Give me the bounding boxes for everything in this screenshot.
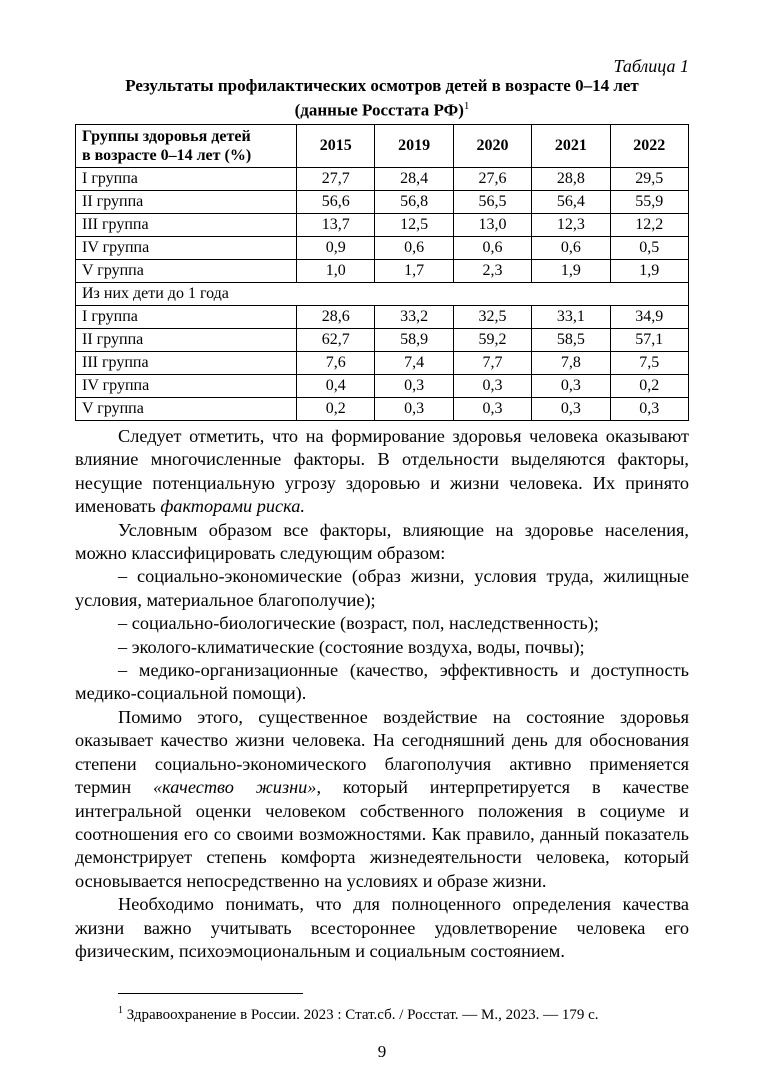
cell-value: 7,4 [375, 352, 453, 375]
cell-value: 1,7 [375, 260, 453, 283]
cell-value: 12,5 [375, 214, 453, 237]
cell-value: 62,7 [297, 329, 375, 352]
cell-value: 12,2 [610, 214, 688, 237]
paragraph-text: Следует отметить, что на формирование здоровья человека оказывают влияние многочисленные факторы. В отдельности выделяются факторы, несущие потенциальную угрозу здоровью и жизни человека. Их принято именовать [75, 426, 689, 517]
cell-value: 56,6 [297, 191, 375, 214]
cell-value: 0,6 [375, 237, 453, 260]
cell-value: 0,3 [453, 398, 531, 421]
table-row [76, 306, 689, 329]
subheader-infants: Из них дети до 1 года [76, 283, 689, 306]
cell-value: 57,1 [610, 329, 688, 352]
cell-value: 7,5 [610, 352, 688, 375]
body-text [75, 425, 689, 963]
cell-value: 29,5 [610, 168, 688, 191]
cell-value: 56,8 [375, 191, 453, 214]
row-label: I группа [76, 168, 297, 191]
health-groups-table [75, 124, 689, 421]
cell-value: 58,9 [375, 329, 453, 352]
row-label: III группа [76, 352, 297, 375]
cell-value: 33,1 [532, 306, 610, 329]
cell-value: 0,3 [375, 375, 453, 398]
table-row [76, 237, 689, 260]
cell-value: 32,5 [453, 306, 531, 329]
cell-value: 0,6 [532, 237, 610, 260]
footnote-divider [118, 993, 303, 994]
caption-line-2-text: (данные Росстата РФ) [294, 100, 464, 120]
header-year: 2015 [297, 125, 375, 168]
cell-value: 1,9 [610, 260, 688, 283]
row-label: II группа [76, 329, 297, 352]
paragraph [75, 425, 689, 519]
paragraph [75, 706, 689, 893]
cell-value: 0,3 [532, 398, 610, 421]
cell-value: 0,3 [375, 398, 453, 421]
paragraph-text: Помимо этого, существенное воздействие на состояние здоровья оказывает качество жизни человека. На сегодняшний день для обоснования степени социально-экономического благополучия активно применяется термин [75, 706, 689, 798]
cell-value: 13,7 [297, 214, 375, 237]
cell-value: 7,6 [297, 352, 375, 375]
cell-value: 0,3 [610, 398, 688, 421]
paragraph-text: , который интерпретируется в качестве интегральной оценки человеком собственного положения в социуме и соотношения его со своими возможностями. Как правило, данный показатель демонстрирует степень комфорта жизнедеятельности человека, который основывается непосредственно на условиях и образе жизни. [75, 777, 689, 891]
list-item: – эколого-климатические (состояние воздуха, воды, почвы); [118, 636, 585, 657]
row-label: I группа [76, 306, 297, 329]
table-row [76, 398, 689, 421]
header-year: 2019 [375, 125, 453, 168]
cell-value: 28,6 [297, 306, 375, 329]
footnote-mark: 1 [118, 1005, 123, 1016]
cell-value: 1,0 [297, 260, 375, 283]
cell-value: 55,9 [610, 191, 688, 214]
cell-value: 7,8 [532, 352, 610, 375]
cell-value: 56,4 [532, 191, 610, 214]
header-groups-line-2: в возрасте 0–14 лет (%) [82, 147, 252, 164]
row-label: IV группа [76, 375, 297, 398]
header-year: 2022 [610, 125, 688, 168]
footnote [118, 1002, 599, 1024]
header-groups [76, 125, 297, 168]
table-row [76, 260, 689, 283]
table-subheader-row [76, 283, 689, 306]
cell-value: 27,7 [297, 168, 375, 191]
header-year: 2021 [532, 125, 610, 168]
cell-value: 0,2 [297, 398, 375, 421]
cell-value: 0,3 [532, 375, 610, 398]
header-year: 2020 [453, 125, 531, 168]
caption-footnote-mark: 1 [463, 100, 470, 112]
table-caption [75, 76, 689, 121]
row-label: V группа [76, 398, 297, 421]
paragraph: Необходимо понимать, что для полноценного определения качества жизни важно учитывать всестороннее удовлетворение человека его физическим, психоэмоциональным и социальным состоянием. [75, 894, 689, 961]
list-item: – медико-организационные (качество, эффективность и доступность медико-социальной помощи). [75, 660, 689, 704]
table-row [76, 352, 689, 375]
table-row [76, 375, 689, 398]
caption-line-1: Результаты профилактических осмотров детей в возрасте 0–14 лет [125, 76, 639, 95]
cell-value: 1,9 [532, 260, 610, 283]
cell-value: 0,9 [297, 237, 375, 260]
cell-value: 2,3 [453, 260, 531, 283]
cell-value: 13,0 [453, 214, 531, 237]
cell-value: 59,2 [453, 329, 531, 352]
table-row [76, 191, 689, 214]
emphasis: «качество жизни» [153, 777, 317, 798]
table-label: Таблица 1 [613, 56, 689, 76]
cell-value: 28,8 [532, 168, 610, 191]
list-item: – социально-экономические (образ жизни, условия труда, жилищные условия, материальное благополучие); [75, 566, 689, 610]
row-label: IV группа [76, 237, 297, 260]
row-label: III группа [76, 214, 297, 237]
cell-value: 0,4 [297, 375, 375, 398]
table-row [76, 168, 689, 191]
footnote-text: Здравоохранение в России. 2023 : Стат.сб. / Росстат. — М., 2023. — 179 с. [126, 1007, 599, 1023]
cell-value: 7,7 [453, 352, 531, 375]
cell-value: 58,5 [532, 329, 610, 352]
cell-value: 33,2 [375, 306, 453, 329]
cell-value: 0,3 [453, 375, 531, 398]
list-item: – социально-биологические (возраст, пол, наследственность); [118, 613, 599, 634]
caption-line-2 [75, 96, 689, 121]
header-groups-line-1: Группы здоровья детей [82, 128, 251, 145]
table-row [76, 214, 689, 237]
cell-value: 0,2 [610, 375, 688, 398]
page-number: 9 [377, 1042, 387, 1061]
cell-value: 27,6 [453, 168, 531, 191]
row-label: V группа [76, 260, 297, 283]
cell-value: 28,4 [375, 168, 453, 191]
cell-value: 56,5 [453, 191, 531, 214]
table-header-row [76, 125, 689, 168]
cell-value: 0,5 [610, 237, 688, 260]
paragraph: Условным образом все факторы, влияющие на здоровье населения, можно классифицировать следующим образом: [75, 519, 689, 564]
cell-value: 34,9 [610, 306, 688, 329]
cell-value: 0,6 [453, 237, 531, 260]
cell-value: 12,3 [532, 214, 610, 237]
row-label: II группа [76, 191, 297, 214]
table-row [76, 329, 689, 352]
emphasis: факторами риска. [160, 496, 305, 517]
